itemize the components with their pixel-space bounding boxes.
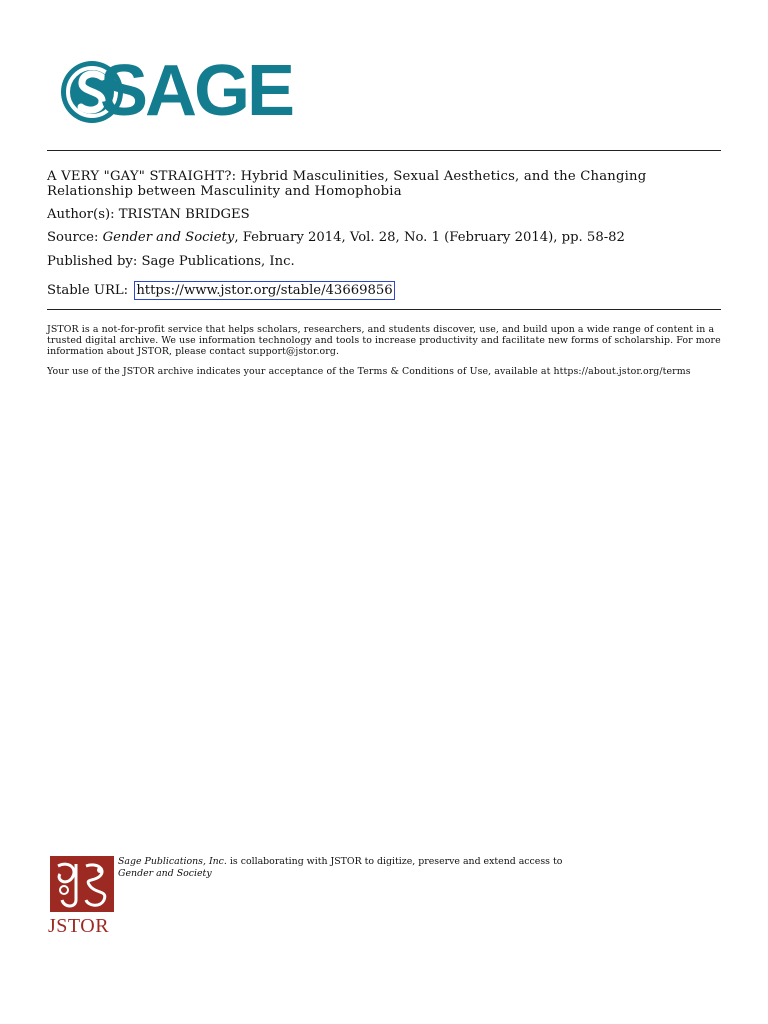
jstor-logo-icon bbox=[50, 856, 114, 912]
top-divider bbox=[47, 150, 721, 151]
source-details: , February 2014, Vol. 28, No. 1 (February 2014), pp. 58-82 bbox=[234, 230, 625, 245]
collab-text: is collaborating with JSTOR to digitize, preserve and extend access to bbox=[226, 856, 563, 867]
publisher-label: Published by: bbox=[47, 254, 138, 269]
collaboration-statement bbox=[118, 856, 562, 879]
source-journal: Gender and Society bbox=[102, 230, 235, 245]
jstor-notice: JSTOR is a not-for-profit service that helps scholars, researchers, and students discover, use, and build upon a wide range of content in a trusted digital archive. We use information technology and tools to increase productivity and facilitate new forms of scholarship. For more information about JSTOR, please contact support@jstor.org. bbox=[47, 324, 721, 357]
collab-journal: Gender and Society bbox=[118, 867, 212, 879]
collab-publisher: Sage Publications, Inc. bbox=[118, 856, 227, 867]
source-label: Source: bbox=[47, 230, 99, 245]
stable-url-label: Stable URL: bbox=[47, 283, 129, 298]
source-line bbox=[47, 230, 625, 246]
publisher-value: Sage Publications, Inc. bbox=[141, 254, 295, 269]
publisher-line bbox=[47, 254, 295, 270]
jstor-logo-text: JSTOR bbox=[48, 915, 110, 937]
stable-url-link[interactable]: https://www.jstor.org/stable/43669856 bbox=[136, 283, 393, 298]
article-title: A VERY "GAY" STRAIGHT?: Hybrid Masculinities, Sexual Aesthetics, and the Changing Relationship between Masculinity and Homophobia bbox=[47, 169, 647, 199]
author-value: TRISTAN BRIDGES bbox=[118, 207, 250, 222]
author-line bbox=[47, 207, 250, 223]
author-label: Author(s): bbox=[47, 207, 115, 222]
middle-divider bbox=[47, 309, 721, 310]
terms-notice: Your use of the JSTOR archive indicates your acceptance of the Terms & Conditions of Use, available at https://about.jstor.org/terms bbox=[47, 366, 691, 377]
stable-url-line bbox=[47, 281, 395, 300]
sage-logo-text: SAGE bbox=[100, 51, 293, 131]
